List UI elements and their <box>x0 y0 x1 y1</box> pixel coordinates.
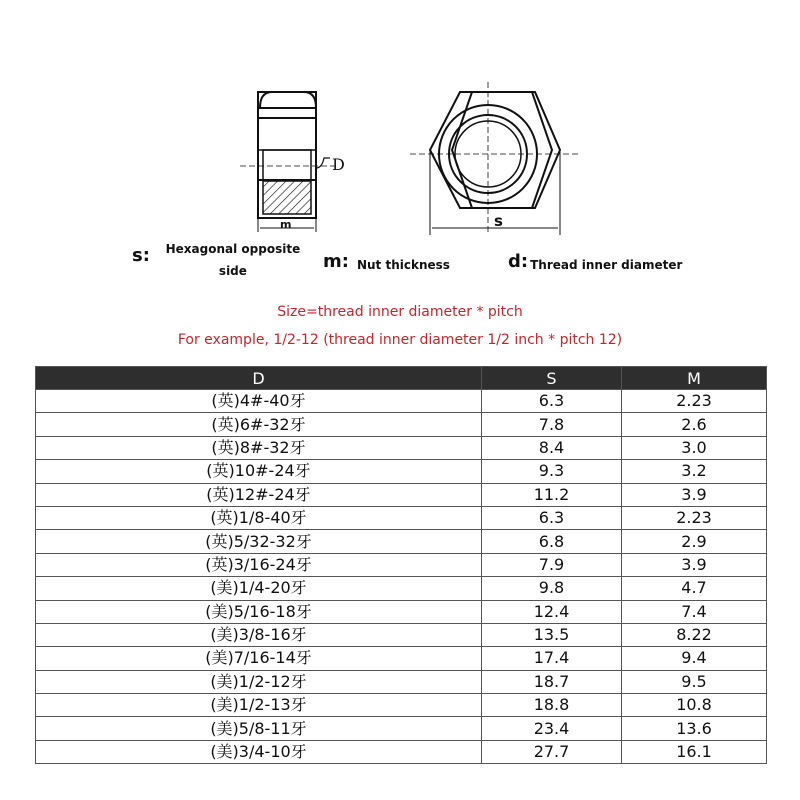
cell-s-value: 27.7 <box>482 740 622 763</box>
nut-diagram <box>0 0 800 240</box>
column-header-d: D <box>36 367 482 390</box>
table-row <box>36 483 767 506</box>
cell-thread-size: (美)5/16-18牙 <box>36 600 482 623</box>
dimension-legend <box>0 242 800 296</box>
table-row <box>36 600 767 623</box>
cell-thread-size: (英)10#-24牙 <box>36 460 482 483</box>
cell-s-value: 13.5 <box>482 623 622 646</box>
side-view-label-d: D <box>332 155 345 174</box>
cell-thread-size: (美)3/8-16牙 <box>36 623 482 646</box>
cell-s-value: 6.3 <box>482 506 622 529</box>
cell-m-value: 8.22 <box>622 623 767 646</box>
table-header-row <box>36 367 767 390</box>
table-row <box>36 390 767 413</box>
cell-thread-size: (美)1/2-12牙 <box>36 670 482 693</box>
table-row <box>36 553 767 576</box>
legend-key-d: d: <box>508 251 529 272</box>
cell-m-value: 9.5 <box>622 670 767 693</box>
size-formula-note: Size=thread inner diameter * pitch <box>277 304 523 320</box>
cell-thread-size: (美)5/8-11牙 <box>36 717 482 740</box>
table-body <box>36 390 767 764</box>
cell-m-value: 2.6 <box>622 413 767 436</box>
table-row <box>36 623 767 646</box>
cell-m-value: 3.2 <box>622 460 767 483</box>
cell-thread-size: (英)12#-24牙 <box>36 483 482 506</box>
cell-thread-size: (英)8#-32牙 <box>36 436 482 459</box>
cell-thread-size: (英)6#-32牙 <box>36 413 482 436</box>
cell-s-value: 11.2 <box>482 483 622 506</box>
cell-s-value: 9.3 <box>482 460 622 483</box>
cell-thread-size: (英)4#-40牙 <box>36 390 482 413</box>
cell-m-value: 7.4 <box>622 600 767 623</box>
table-row <box>36 670 767 693</box>
legend-key-m: m: <box>323 251 349 272</box>
side-view-label-m: m <box>280 218 292 231</box>
legend-desc-s: Hexagonal opposite side <box>165 242 301 278</box>
cell-thread-size: (美)1/2-13牙 <box>36 694 482 717</box>
cell-m-value: 10.8 <box>622 694 767 717</box>
cell-s-value: 18.8 <box>482 694 622 717</box>
front-view-label-s: s <box>494 212 503 230</box>
nut-size-table <box>35 366 767 764</box>
cell-s-value: 6.3 <box>482 390 622 413</box>
cell-m-value: 3.0 <box>622 436 767 459</box>
cell-m-value: 2.23 <box>622 390 767 413</box>
cell-thread-size: (美)1/4-20牙 <box>36 577 482 600</box>
cell-s-value: 18.7 <box>482 670 622 693</box>
cell-thread-size: (美)3/4-10牙 <box>36 740 482 763</box>
cell-thread-size: (英)3/16-24牙 <box>36 553 482 576</box>
cell-s-value: 6.8 <box>482 530 622 553</box>
legend-desc-d: Thread inner diameter <box>530 258 683 272</box>
cell-s-value: 12.4 <box>482 600 622 623</box>
column-header-m: M <box>622 367 767 390</box>
cell-m-value: 4.7 <box>622 577 767 600</box>
table-row <box>36 436 767 459</box>
cell-m-value: 3.9 <box>622 553 767 576</box>
cell-m-value: 3.9 <box>622 483 767 506</box>
legend-item-d <box>508 252 682 276</box>
legend-key-s: s: <box>132 245 150 266</box>
nut-side-view <box>240 92 336 232</box>
cell-m-value: 13.6 <box>622 717 767 740</box>
table-row <box>36 530 767 553</box>
table-row <box>36 413 767 436</box>
cell-s-value: 8.4 <box>482 436 622 459</box>
table-row <box>36 740 767 763</box>
cell-m-value: 16.1 <box>622 740 767 763</box>
cell-thread-size: (美)7/16-14牙 <box>36 647 482 670</box>
size-example-note: For example, 1/2-12 (thread inner diameter 1/2 inch * pitch 12) <box>177 332 623 348</box>
cell-s-value: 9.8 <box>482 577 622 600</box>
legend-item-s <box>132 242 308 282</box>
table-row <box>36 506 767 529</box>
legend-item-m <box>323 252 450 276</box>
cell-thread-size: (英)1/8-40牙 <box>36 506 482 529</box>
cell-s-value: 23.4 <box>482 717 622 740</box>
cell-s-value: 7.9 <box>482 553 622 576</box>
cell-m-value: 9.4 <box>622 647 767 670</box>
cell-thread-size: (英)5/32-32牙 <box>36 530 482 553</box>
table-row <box>36 647 767 670</box>
table-row <box>36 694 767 717</box>
table-row <box>36 577 767 600</box>
table-row <box>36 717 767 740</box>
cell-m-value: 2.9 <box>622 530 767 553</box>
column-header-s: S <box>482 367 622 390</box>
cell-m-value: 2.23 <box>622 506 767 529</box>
cell-s-value: 17.4 <box>482 647 622 670</box>
cell-s-value: 7.8 <box>482 413 622 436</box>
legend-desc-m: Nut thickness <box>356 258 450 272</box>
table-row <box>36 460 767 483</box>
